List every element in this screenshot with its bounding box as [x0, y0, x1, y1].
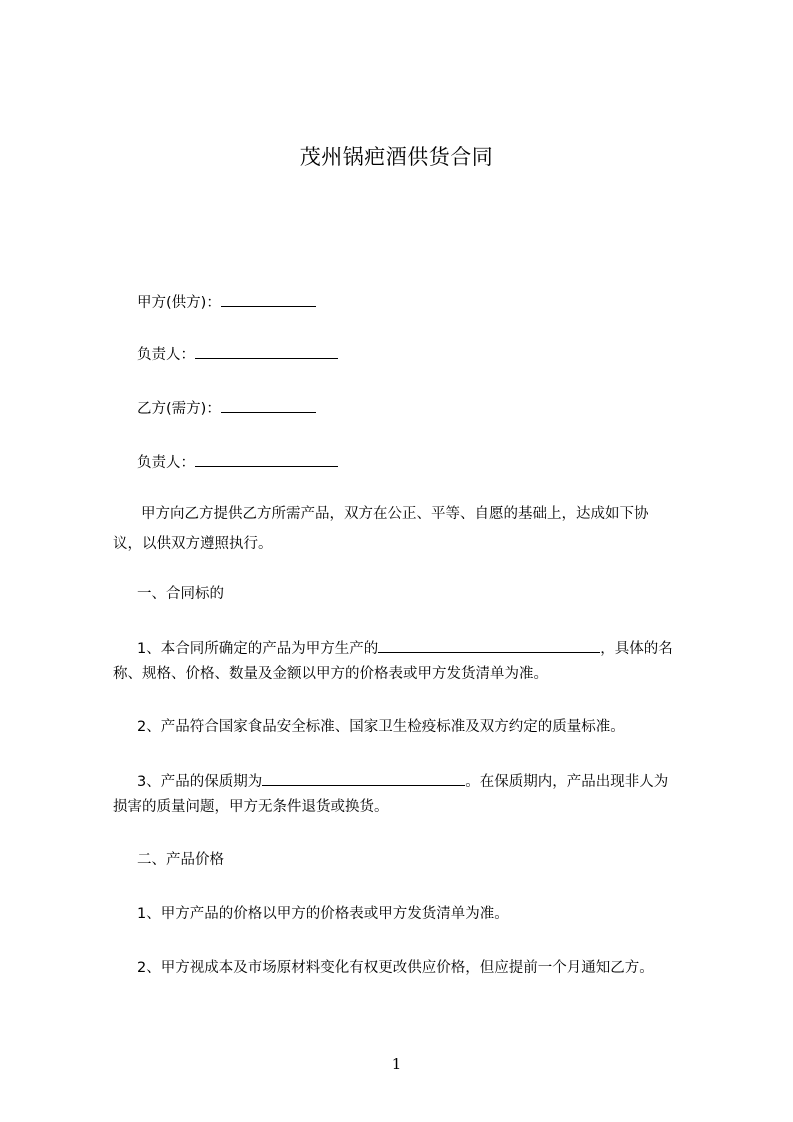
section2-heading: 二、产品价格	[137, 852, 224, 868]
section2-item2: 2、甲方视成本及市场原材料变化有权更改供应价格，但应提前一个月通知乙方。	[137, 960, 654, 976]
section2-item1: 1、甲方产品的价格以甲方的价格表或甲方发货清单为准。	[137, 906, 509, 922]
section1-item3-line2: 损害的质量问题，甲方无条件退货或换货。	[113, 799, 389, 815]
section1-item1-line1	[137, 638, 737, 659]
section1-item3-line1	[137, 771, 737, 792]
contract-title: 茂州锅疤酒供货合同	[299, 145, 494, 169]
party-b-rep-blank	[195, 452, 338, 467]
intro-line-1: 甲方向乙方提供乙方所需产品，双方在公正、平等、自愿的基础上，达成如下协	[141, 506, 649, 522]
party-a-rep-blank	[195, 344, 338, 359]
product-name-blank	[378, 638, 600, 653]
party-b-line	[137, 398, 737, 419]
party-a-rep-label: 负责人：	[137, 347, 195, 363]
page-number: 1	[391, 1055, 402, 1073]
party-b-label: 乙方(需方)：	[137, 401, 221, 417]
party-b-rep-line	[137, 452, 737, 473]
party-b-blank	[221, 398, 316, 413]
shelf-life-blank	[262, 771, 465, 786]
section1-item3-post: 。在保质期内，产品出现非人为	[465, 774, 669, 790]
party-a-blank	[221, 292, 316, 307]
section1-item1-pre: 1、本合同所确定的产品为甲方生产的	[137, 641, 379, 657]
section1-heading: 一、合同标的	[137, 586, 224, 602]
section1-item1-line2: 称、规格、价格、数量及金额以甲方的价格表或甲方发货清单为准。	[113, 666, 548, 682]
party-b-rep-label: 负责人：	[137, 455, 195, 471]
party-a-rep-line	[137, 344, 737, 365]
section1-item1-post: ，具体的名	[600, 641, 673, 657]
party-a-line	[137, 292, 737, 313]
intro-line-2: 议，以供双方遵照执行。	[113, 536, 273, 552]
section1-item2: 2、产品符合国家食品安全标准、国家卫生检疫标准及双方约定的质量标准。	[137, 719, 625, 735]
party-a-label: 甲方(供方)：	[137, 295, 221, 311]
section1-item3-pre: 3、产品的保质期为	[137, 774, 263, 790]
